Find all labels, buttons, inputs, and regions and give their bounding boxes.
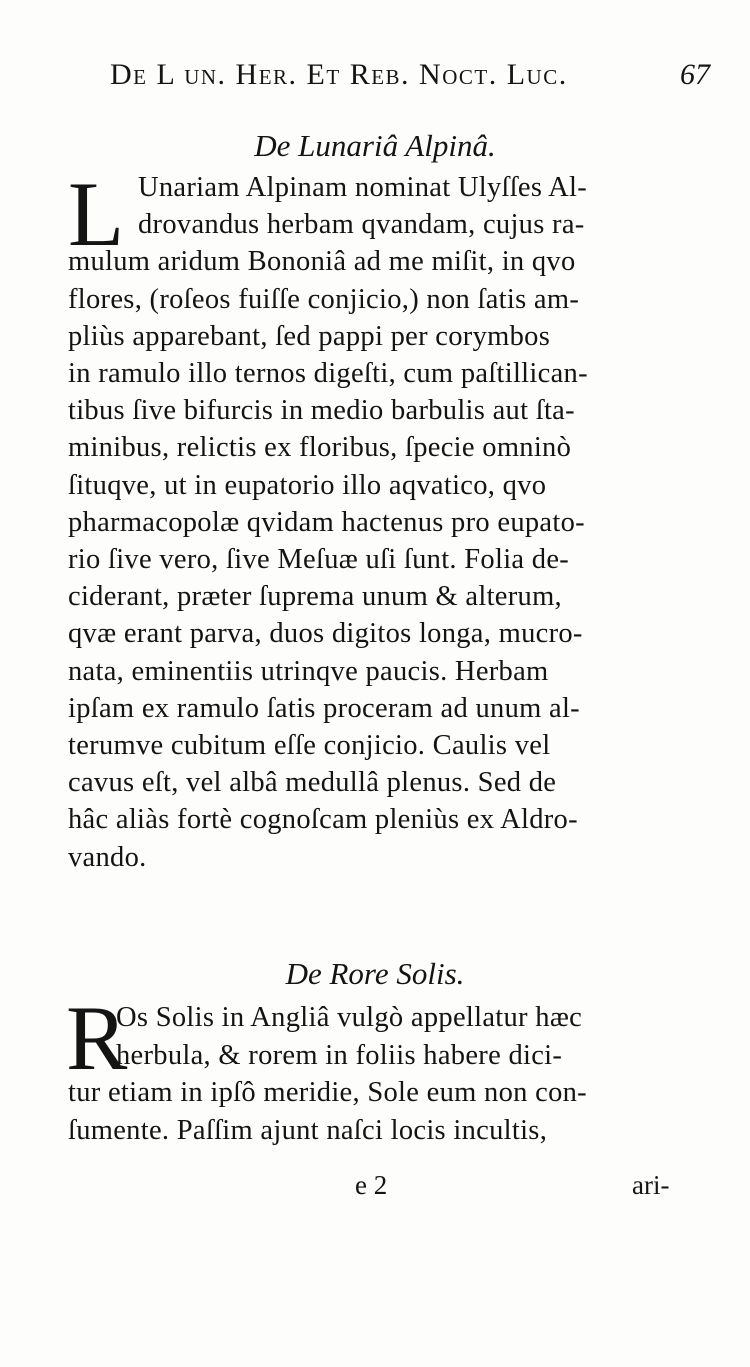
text-line: rio ſive vero, ſive Meſuæ uſi ſunt. Folia de-	[68, 544, 570, 575]
text-line: cavus eſt, vel albâ medullâ plenus. Sed de	[68, 767, 557, 799]
text-line: mulum aridum Bononiâ ad me miſit, in qvo	[68, 246, 576, 278]
page-number: 67	[680, 58, 710, 91]
running-head	[110, 58, 710, 98]
text-line: tur etiam in ipſô meridie, Sole eum non con-	[68, 1077, 587, 1109]
section-heading-lunaria: De Lunariâ Alpinâ.	[254, 128, 496, 163]
text-line: nata, eminentiis utrinqve paucis. Herbam	[68, 655, 549, 687]
text-line: qvæ erant parva, duos digitos longa, mucro-	[68, 618, 583, 650]
text-line: drovandus herbam qvandam, cujus ra-	[138, 209, 585, 241]
text-line: flores, (roſeos fuiſſe conjicio,) non ſatis am-	[68, 283, 580, 315]
text-line: ipſam ex ramulo ſatis proceram ad unum al-	[68, 692, 580, 724]
signature-mark: e 2	[355, 1170, 388, 1200]
text-line: hâc aliàs fortè cognoſcam pleniùs ex Aldro-	[68, 804, 578, 836]
text-line: pharmacopolæ qvidam hactenus pro eupato-	[68, 506, 585, 538]
text-line: ſituqve, ut in eupatorio illo aqvatico, qvo	[68, 469, 547, 501]
drop-cap-r: R	[66, 987, 128, 1089]
text-line: pliùs apparebant, ſed pappi per corymbos	[68, 320, 551, 352]
running-title: De L un. Her. Et Reb. Noct. Luc.	[110, 58, 568, 91]
text-line: Unariam Alpinam nominat Ulyſſes Al-	[138, 172, 588, 203]
text-line: in ramulo illo ternos digeſti, cum paſtillican-	[68, 358, 588, 389]
text-line: ſumente. Paſſim ajunt naſci locis incultis,	[68, 1114, 548, 1146]
text-line: Os Solis in Angliâ vulgò appellatur hæc	[116, 1002, 583, 1033]
text-line: ciderant, præter ſuprema unum & alterum,	[68, 581, 562, 613]
text-line: minibus, relictis ex floribus, ſpecie omninò	[68, 432, 572, 464]
text-line: terumve cubitum eſſe conjicio. Caulis vel	[68, 730, 551, 761]
section-heading-rore-solis: De Rore Solis.	[285, 956, 465, 991]
drop-cap-l: L	[68, 163, 125, 265]
text-line: herbula, & rorem in foliis habere dici-	[116, 1039, 563, 1071]
catchword: ari-	[632, 1170, 670, 1200]
text-line: vando.	[68, 841, 147, 873]
text-line: tibus ſive bifurcis in medio barbulis aut ſta-	[68, 395, 575, 427]
